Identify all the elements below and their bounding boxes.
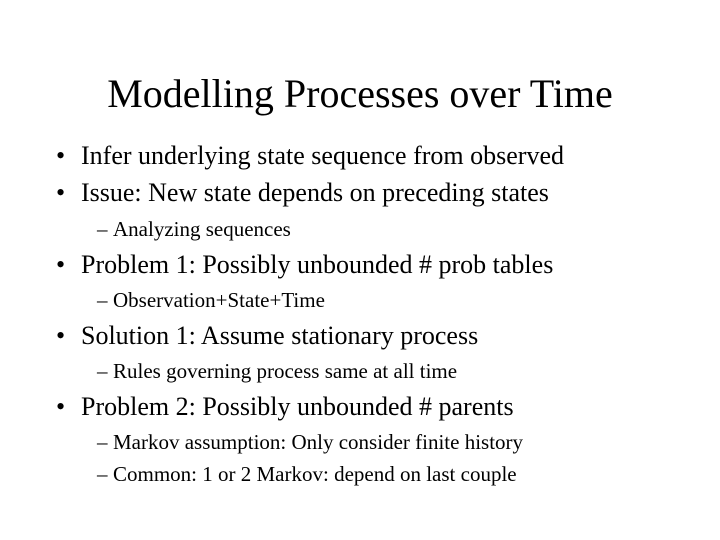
bullet-text: Issue: New state depends on preceding states — [81, 178, 549, 207]
bullet-marker: • — [56, 250, 66, 279]
sub-bullet-text: Common: 1 or 2 Markov: depend on last couple — [113, 462, 517, 486]
sub-bullet-marker: – — [97, 288, 108, 312]
bullet-text: Problem 1: Possibly unbounded # prob tables — [81, 250, 554, 279]
bullet-text: Infer underlying state sequence from observed — [81, 141, 564, 170]
bullet-text: Problem 2: Possibly unbounded # parents — [81, 392, 514, 421]
sub-bullet-marker: – — [97, 430, 108, 454]
sub-bullet-text: Rules governing process same at all time — [113, 359, 458, 383]
bullet-marker: • — [56, 141, 66, 170]
sub-bullet-marker: – — [97, 359, 108, 383]
sub-bullet-text: Observation+State+Time — [113, 288, 325, 312]
sub-bullet-marker: – — [97, 217, 108, 241]
sub-bullet-marker: – — [97, 462, 108, 486]
bullet-marker: • — [56, 321, 66, 350]
bullet-marker: • — [56, 178, 66, 207]
sub-bullet-text: Analyzing sequences — [113, 217, 291, 241]
bullet-marker: • — [56, 392, 66, 421]
sub-bullet-text: Markov assumption: Only consider finite history — [113, 430, 524, 454]
slide-title: Modelling Processes over Time — [107, 71, 613, 116]
bullet-text: Solution 1: Assume stationary process — [81, 321, 479, 350]
